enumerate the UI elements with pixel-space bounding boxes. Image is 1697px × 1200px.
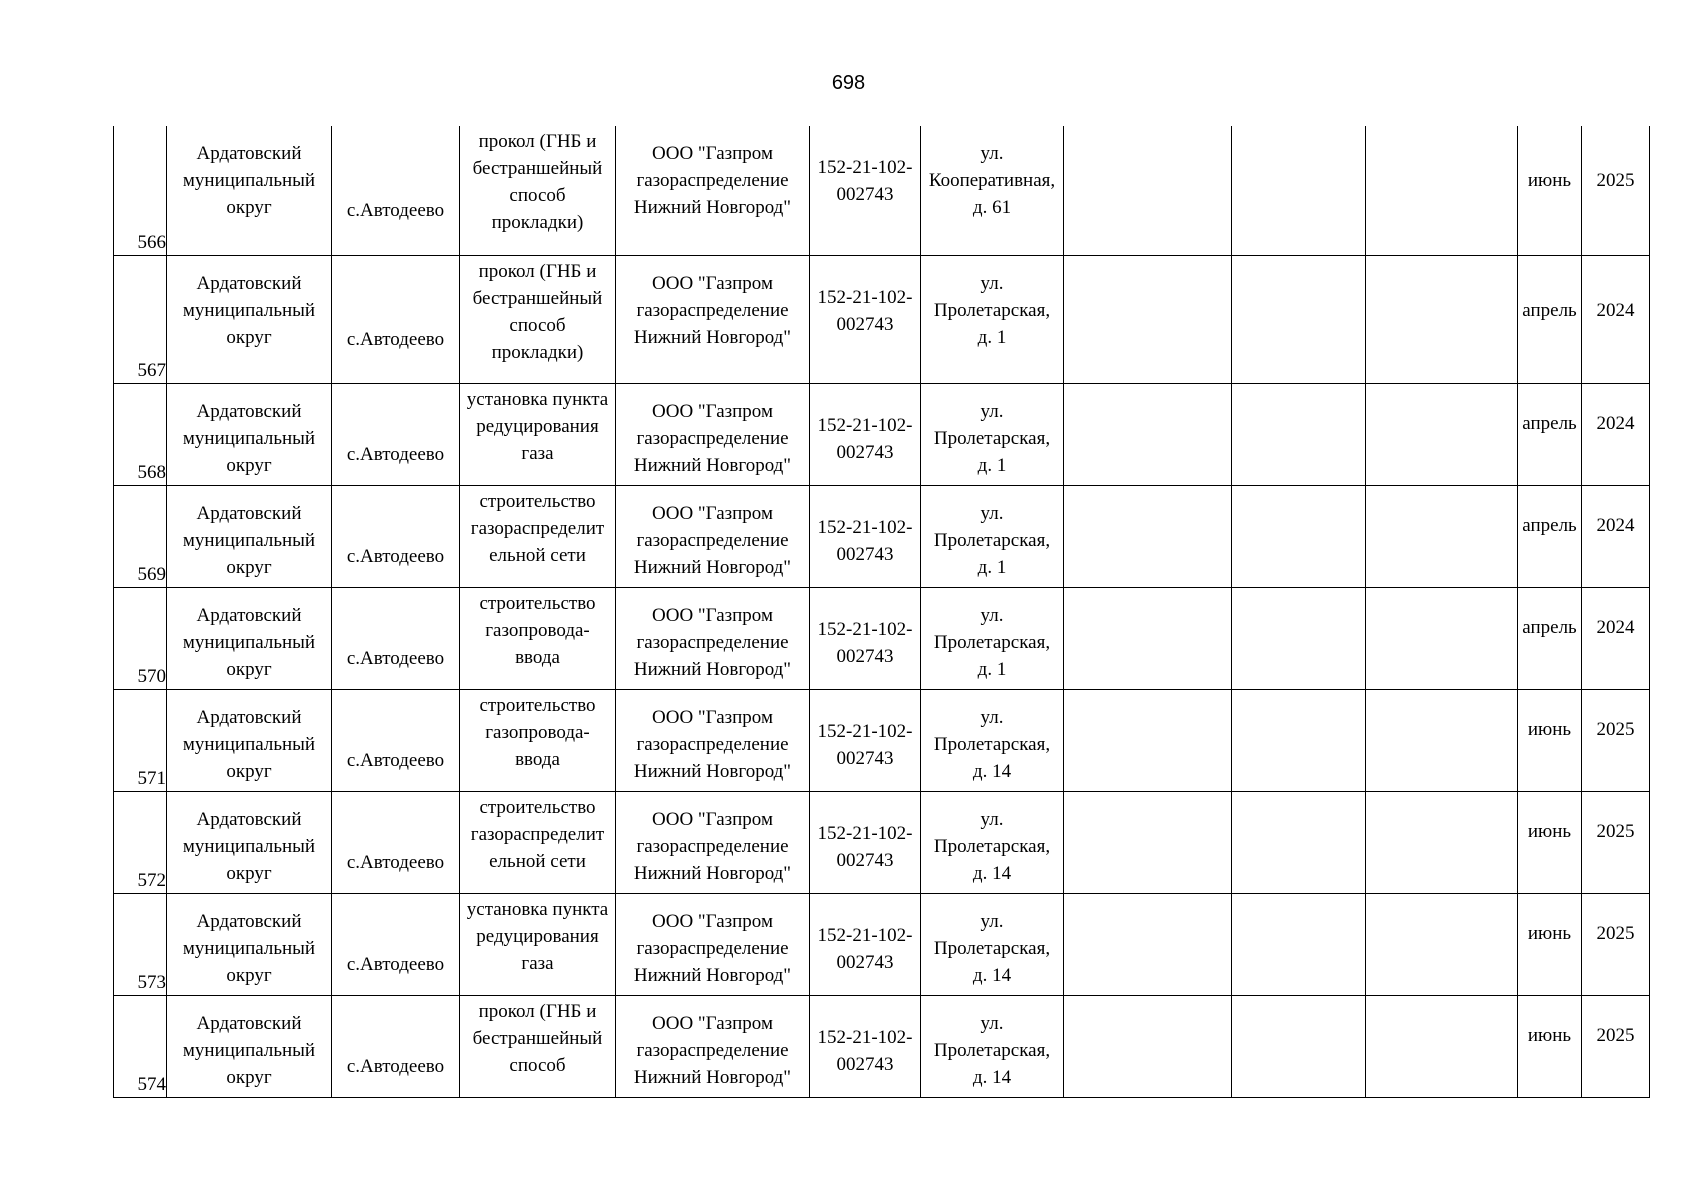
settlement-text: с.Автодеево: [346, 954, 445, 975]
table-row: [114, 995, 1650, 1097]
address-cell: [921, 255, 1064, 383]
district-line: муниципальный: [182, 733, 316, 755]
code-line: 152-21-102-: [817, 516, 913, 538]
code-cell: [810, 791, 921, 893]
month-text: июнь: [1527, 1024, 1572, 1046]
year-text: 2025: [1596, 170, 1635, 191]
work-line: строительство: [479, 592, 596, 614]
work-line: строительство: [479, 694, 596, 716]
month-text: апрель: [1522, 412, 1577, 434]
work-line: бестраншейный: [472, 158, 603, 179]
org-line: газораспределение: [636, 937, 789, 959]
year-cell: [1582, 893, 1650, 995]
month-cell: [1518, 485, 1582, 587]
org-line: газораспределение: [636, 1039, 789, 1061]
registry-body: [114, 126, 1650, 1097]
address-cell: [921, 893, 1064, 995]
address-line: Пролетарская,: [933, 427, 1051, 449]
code-cell: [810, 485, 921, 587]
district-line: округ: [226, 862, 272, 884]
code-line: 152-21-102-: [817, 822, 913, 844]
empty-cell: [1064, 485, 1232, 587]
district-cell: [167, 255, 332, 383]
code-cell: [810, 587, 921, 689]
org-line: ООО "Газпром: [652, 1012, 773, 1034]
settlement-cell: [332, 791, 460, 893]
org-line: Нижний Новгород": [633, 658, 792, 680]
org-line: ООО "Газпром: [652, 706, 773, 728]
settlement-cell: [332, 689, 460, 791]
year-text: 2025: [1596, 1024, 1635, 1046]
work-type-cell: [460, 995, 616, 1097]
empty-cell: [1232, 893, 1366, 995]
address-line: д. 14: [972, 1066, 1012, 1088]
district-line: муниципальный: [182, 170, 316, 191]
empty-cell: [1232, 485, 1366, 587]
work-line: газораспределит: [470, 517, 605, 539]
address-line: д. 1: [977, 556, 1007, 578]
settlement-text: с.Автодеево: [346, 648, 445, 669]
year-cell: [1582, 255, 1650, 383]
month-text: июнь: [1527, 820, 1572, 842]
code-cell: [810, 689, 921, 791]
month-cell: [1518, 689, 1582, 791]
district-cell: [167, 995, 332, 1097]
table-row: [114, 791, 1650, 893]
year-text: 2025: [1596, 718, 1635, 740]
empty-cell: [1232, 383, 1366, 485]
district-line: муниципальный: [182, 937, 316, 959]
org-line: ООО "Газпром: [652, 143, 773, 164]
empty-cell: [1064, 689, 1232, 791]
settlement-cell: [332, 995, 460, 1097]
code-line: 152-21-102-: [817, 1026, 913, 1048]
address-line: д. 14: [972, 964, 1012, 986]
page-number: 698: [831, 72, 866, 94]
code-line: 152-21-102-: [817, 286, 913, 308]
year-text: 2024: [1596, 616, 1635, 638]
work-line: прокладки): [491, 212, 584, 233]
org-line: Нижний Новгород": [633, 556, 792, 578]
empty-cell: [1366, 383, 1518, 485]
num-text: 574: [137, 1073, 166, 1095]
empty-cell: [1232, 995, 1366, 1097]
work-line: прокол (ГНБ и: [478, 260, 597, 282]
empty-cell: [1366, 995, 1518, 1097]
district-line: муниципальный: [182, 529, 316, 551]
org-line: ООО "Газпром: [652, 910, 773, 932]
work-line: строительство: [479, 490, 596, 512]
empty-cell: [1064, 587, 1232, 689]
address-line: Пролетарская,: [933, 937, 1051, 959]
empty-cell: [1366, 791, 1518, 893]
code-line: 152-21-102-: [817, 924, 913, 946]
work-line: ввода: [515, 748, 560, 770]
code-line: 002743: [836, 849, 894, 871]
address-cell: [921, 383, 1064, 485]
work-line: газопровода-: [485, 619, 590, 641]
settlement-cell: [332, 383, 460, 485]
month-cell: [1518, 126, 1582, 255]
organization-cell: [616, 587, 810, 689]
num-text: 571: [137, 767, 166, 789]
code-line: 152-21-102-: [817, 414, 913, 436]
code-line: 152-21-102-: [817, 157, 913, 178]
year-cell: [1582, 689, 1650, 791]
row-number: [114, 126, 167, 255]
district-line: округ: [226, 658, 272, 680]
address-cell: [921, 485, 1064, 587]
year-cell: [1582, 485, 1650, 587]
empty-cell: [1366, 587, 1518, 689]
work-line: редуцирования: [476, 415, 599, 437]
district-line: округ: [226, 326, 272, 348]
org-line: Нижний Новгород": [633, 197, 792, 218]
district-cell: [167, 893, 332, 995]
district-cell: [167, 383, 332, 485]
district-line: муниципальный: [182, 427, 316, 449]
year-cell: [1582, 791, 1650, 893]
settlement-cell: [332, 485, 460, 587]
settlement-text: с.Автодеево: [346, 200, 445, 222]
address-line: ул.: [980, 1012, 1004, 1034]
org-line: газораспределение: [636, 170, 789, 191]
address-cell: [921, 995, 1064, 1097]
code-line: 002743: [836, 313, 894, 335]
code-line: 002743: [836, 184, 894, 205]
district-line: Ардатовский: [196, 1012, 302, 1034]
org-line: Нижний Новгород": [633, 760, 792, 782]
address-line: ул.: [980, 706, 1004, 728]
code-line: 002743: [836, 951, 894, 973]
settlement-text: с.Автодеево: [346, 1056, 445, 1077]
org-line: газораспределение: [636, 427, 789, 449]
settlement-text: с.Автодеево: [346, 750, 445, 771]
settlement-cell: [332, 893, 460, 995]
work-line: способ: [509, 185, 566, 206]
work-line: газа: [521, 442, 554, 464]
organization-cell: [616, 689, 810, 791]
empty-cell: [1232, 126, 1366, 255]
district-line: муниципальный: [182, 299, 316, 321]
settlement-text: с.Автодеево: [346, 546, 445, 567]
code-line: 002743: [836, 747, 894, 769]
row-number: [114, 383, 167, 485]
empty-cell: [1366, 255, 1518, 383]
row-number: [114, 791, 167, 893]
address-line: Пролетарская,: [933, 631, 1051, 653]
org-line: ООО "Газпром: [652, 604, 773, 626]
settlement-cell: [332, 126, 460, 255]
address-line: Пролетарская,: [933, 1039, 1051, 1061]
address-line: д. 1: [977, 326, 1007, 348]
work-line: строительство: [479, 796, 596, 818]
address-line: Пролетарская,: [933, 299, 1051, 321]
table-row: [114, 126, 1650, 255]
empty-cell: [1064, 255, 1232, 383]
district-line: муниципальный: [182, 631, 316, 653]
district-line: муниципальный: [182, 1039, 316, 1061]
empty-cell: [1366, 893, 1518, 995]
table-row: [114, 485, 1650, 587]
work-line: установка пункта: [466, 388, 609, 410]
year-text: 2025: [1596, 820, 1635, 842]
org-line: Нижний Новгород": [633, 862, 792, 884]
district-line: округ: [226, 197, 272, 218]
address-line: ул.: [980, 808, 1004, 830]
code-cell: [810, 995, 921, 1097]
district-line: Ардатовский: [196, 706, 302, 728]
num-text: 572: [137, 869, 166, 891]
organization-cell: [616, 995, 810, 1097]
month-text: апрель: [1522, 514, 1577, 536]
year-text: 2024: [1596, 412, 1635, 434]
code-cell: [810, 255, 921, 383]
district-line: округ: [226, 454, 272, 476]
work-line: газа: [521, 952, 554, 974]
address-line: ул.: [980, 272, 1004, 294]
empty-cell: [1366, 689, 1518, 791]
org-line: Нижний Новгород": [633, 454, 792, 476]
address-line: д. 14: [972, 760, 1012, 782]
code-cell: [810, 383, 921, 485]
district-line: Ардатовский: [196, 143, 302, 164]
year-cell: [1582, 126, 1650, 255]
org-line: газораспределение: [636, 631, 789, 653]
organization-cell: [616, 126, 810, 255]
code-line: 152-21-102-: [817, 618, 913, 640]
table-row: [114, 255, 1650, 383]
work-line: прокол (ГНБ и: [478, 1000, 597, 1022]
settlement-text: с.Автодеево: [346, 444, 445, 465]
org-line: Нижний Новгород": [633, 326, 792, 348]
code-line: 152-21-102-: [817, 720, 913, 742]
num-text: 569: [137, 563, 166, 585]
work-line: прокол (ГНБ и: [478, 131, 597, 152]
district-line: округ: [226, 760, 272, 782]
work-type-cell: [460, 126, 616, 255]
org-line: Нижний Новгород": [633, 964, 792, 986]
row-number: [114, 485, 167, 587]
settlement-text: с.Автодеево: [346, 852, 445, 873]
work-line: способ: [509, 314, 566, 336]
district-line: округ: [226, 1066, 272, 1088]
code-cell: [810, 126, 921, 255]
empty-cell: [1366, 126, 1518, 255]
table-row: [114, 893, 1650, 995]
settlement-cell: [332, 587, 460, 689]
district-line: Ардатовский: [196, 400, 302, 422]
district-cell: [167, 689, 332, 791]
address-cell: [921, 689, 1064, 791]
address-line: Пролетарская,: [933, 529, 1051, 551]
org-line: ООО "Газпром: [652, 502, 773, 524]
code-cell: [810, 893, 921, 995]
row-number: [114, 689, 167, 791]
organization-cell: [616, 791, 810, 893]
address-line: д. 14: [972, 862, 1012, 884]
empty-cell: [1232, 791, 1366, 893]
num-text: 568: [137, 461, 166, 483]
registry-table: [113, 126, 1650, 1098]
code-line: 002743: [836, 441, 894, 463]
year-cell: [1582, 995, 1650, 1097]
empty-cell: [1064, 126, 1232, 255]
table-row: [114, 383, 1650, 485]
work-line: бестраншейный: [472, 1027, 603, 1049]
district-line: округ: [226, 556, 272, 578]
organization-cell: [616, 893, 810, 995]
work-line: ввода: [515, 646, 560, 668]
address-cell: [921, 126, 1064, 255]
table-row: [114, 689, 1650, 791]
district-line: Ардатовский: [196, 910, 302, 932]
row-number: [114, 995, 167, 1097]
settlement-text: с.Автодеево: [346, 329, 445, 350]
org-line: газораспределение: [636, 299, 789, 321]
year-text: 2025: [1596, 922, 1635, 944]
organization-cell: [616, 485, 810, 587]
organization-cell: [616, 383, 810, 485]
empty-cell: [1232, 689, 1366, 791]
address-line: ул.: [980, 502, 1004, 524]
year-cell: [1582, 383, 1650, 485]
month-cell: [1518, 255, 1582, 383]
month-cell: [1518, 383, 1582, 485]
month-cell: [1518, 893, 1582, 995]
address-line: Пролетарская,: [933, 733, 1051, 755]
org-line: ООО "Газпром: [652, 400, 773, 422]
empty-cell: [1232, 255, 1366, 383]
empty-cell: [1064, 791, 1232, 893]
address-line: ул.: [980, 143, 1004, 164]
empty-cell: [1064, 893, 1232, 995]
num-text: 570: [137, 665, 166, 687]
org-line: Нижний Новгород": [633, 1066, 792, 1088]
district-cell: [167, 791, 332, 893]
address-line: ул.: [980, 910, 1004, 932]
code-line: 002743: [836, 645, 894, 667]
org-line: ООО "Газпром: [652, 272, 773, 294]
month-text: апрель: [1522, 616, 1577, 638]
org-line: газораспределение: [636, 835, 789, 857]
district-cell: [167, 587, 332, 689]
code-line: 002743: [836, 543, 894, 565]
empty-cell: [1064, 383, 1232, 485]
year-text: 2024: [1596, 514, 1635, 536]
work-line: редуцирования: [476, 925, 599, 947]
month-cell: [1518, 587, 1582, 689]
month-cell: [1518, 995, 1582, 1097]
district-line: округ: [226, 964, 272, 986]
address-line: ул.: [980, 604, 1004, 626]
work-type-cell: [460, 383, 616, 485]
work-line: установка пункта: [466, 898, 609, 920]
num-text: 566: [137, 231, 166, 253]
empty-cell: [1366, 485, 1518, 587]
address-line: д. 1: [977, 658, 1007, 680]
month-text: июнь: [1527, 922, 1572, 944]
district-cell: [167, 485, 332, 587]
address-cell: [921, 791, 1064, 893]
work-line: газопровода-: [485, 721, 590, 743]
org-line: ООО "Газпром: [652, 808, 773, 830]
work-type-cell: [460, 893, 616, 995]
month-text: июнь: [1527, 170, 1572, 191]
empty-cell: [1232, 587, 1366, 689]
month-text: апрель: [1522, 299, 1577, 321]
work-line: бестраншейный: [472, 287, 603, 309]
table-row: [114, 587, 1650, 689]
num-text: 567: [137, 359, 166, 381]
work-type-cell: [460, 791, 616, 893]
address-cell: [921, 587, 1064, 689]
work-line: способ: [509, 1054, 566, 1076]
empty-cell: [1064, 995, 1232, 1097]
work-line: ельной сети: [489, 850, 586, 872]
settlement-cell: [332, 255, 460, 383]
num-text: 573: [137, 971, 166, 993]
org-line: газораспределение: [636, 529, 789, 551]
work-line: прокладки): [491, 341, 584, 363]
work-type-cell: [460, 689, 616, 791]
work-line: газораспределит: [470, 823, 605, 845]
year-text: 2024: [1596, 299, 1635, 321]
month-text: июнь: [1527, 718, 1572, 740]
org-line: газораспределение: [636, 733, 789, 755]
district-line: муниципальный: [182, 835, 316, 857]
month-cell: [1518, 791, 1582, 893]
address-line: ул.: [980, 400, 1004, 422]
work-line: ельной сети: [489, 544, 586, 566]
address-line: Кооперативная,: [928, 170, 1056, 191]
district-line: Ардатовский: [196, 502, 302, 524]
district-cell: [167, 126, 332, 255]
district-line: Ардатовский: [196, 272, 302, 294]
row-number: [114, 587, 167, 689]
district-line: Ардатовский: [196, 604, 302, 626]
code-line: 002743: [836, 1053, 894, 1075]
work-type-cell: [460, 587, 616, 689]
district-line: Ардатовский: [196, 808, 302, 830]
work-type-cell: [460, 255, 616, 383]
row-number: [114, 255, 167, 383]
year-cell: [1582, 587, 1650, 689]
row-number: [114, 893, 167, 995]
address-line: д. 61: [972, 197, 1012, 218]
address-line: Пролетарская,: [933, 835, 1051, 857]
work-type-cell: [460, 485, 616, 587]
organization-cell: [616, 255, 810, 383]
address-line: д. 1: [977, 454, 1007, 476]
